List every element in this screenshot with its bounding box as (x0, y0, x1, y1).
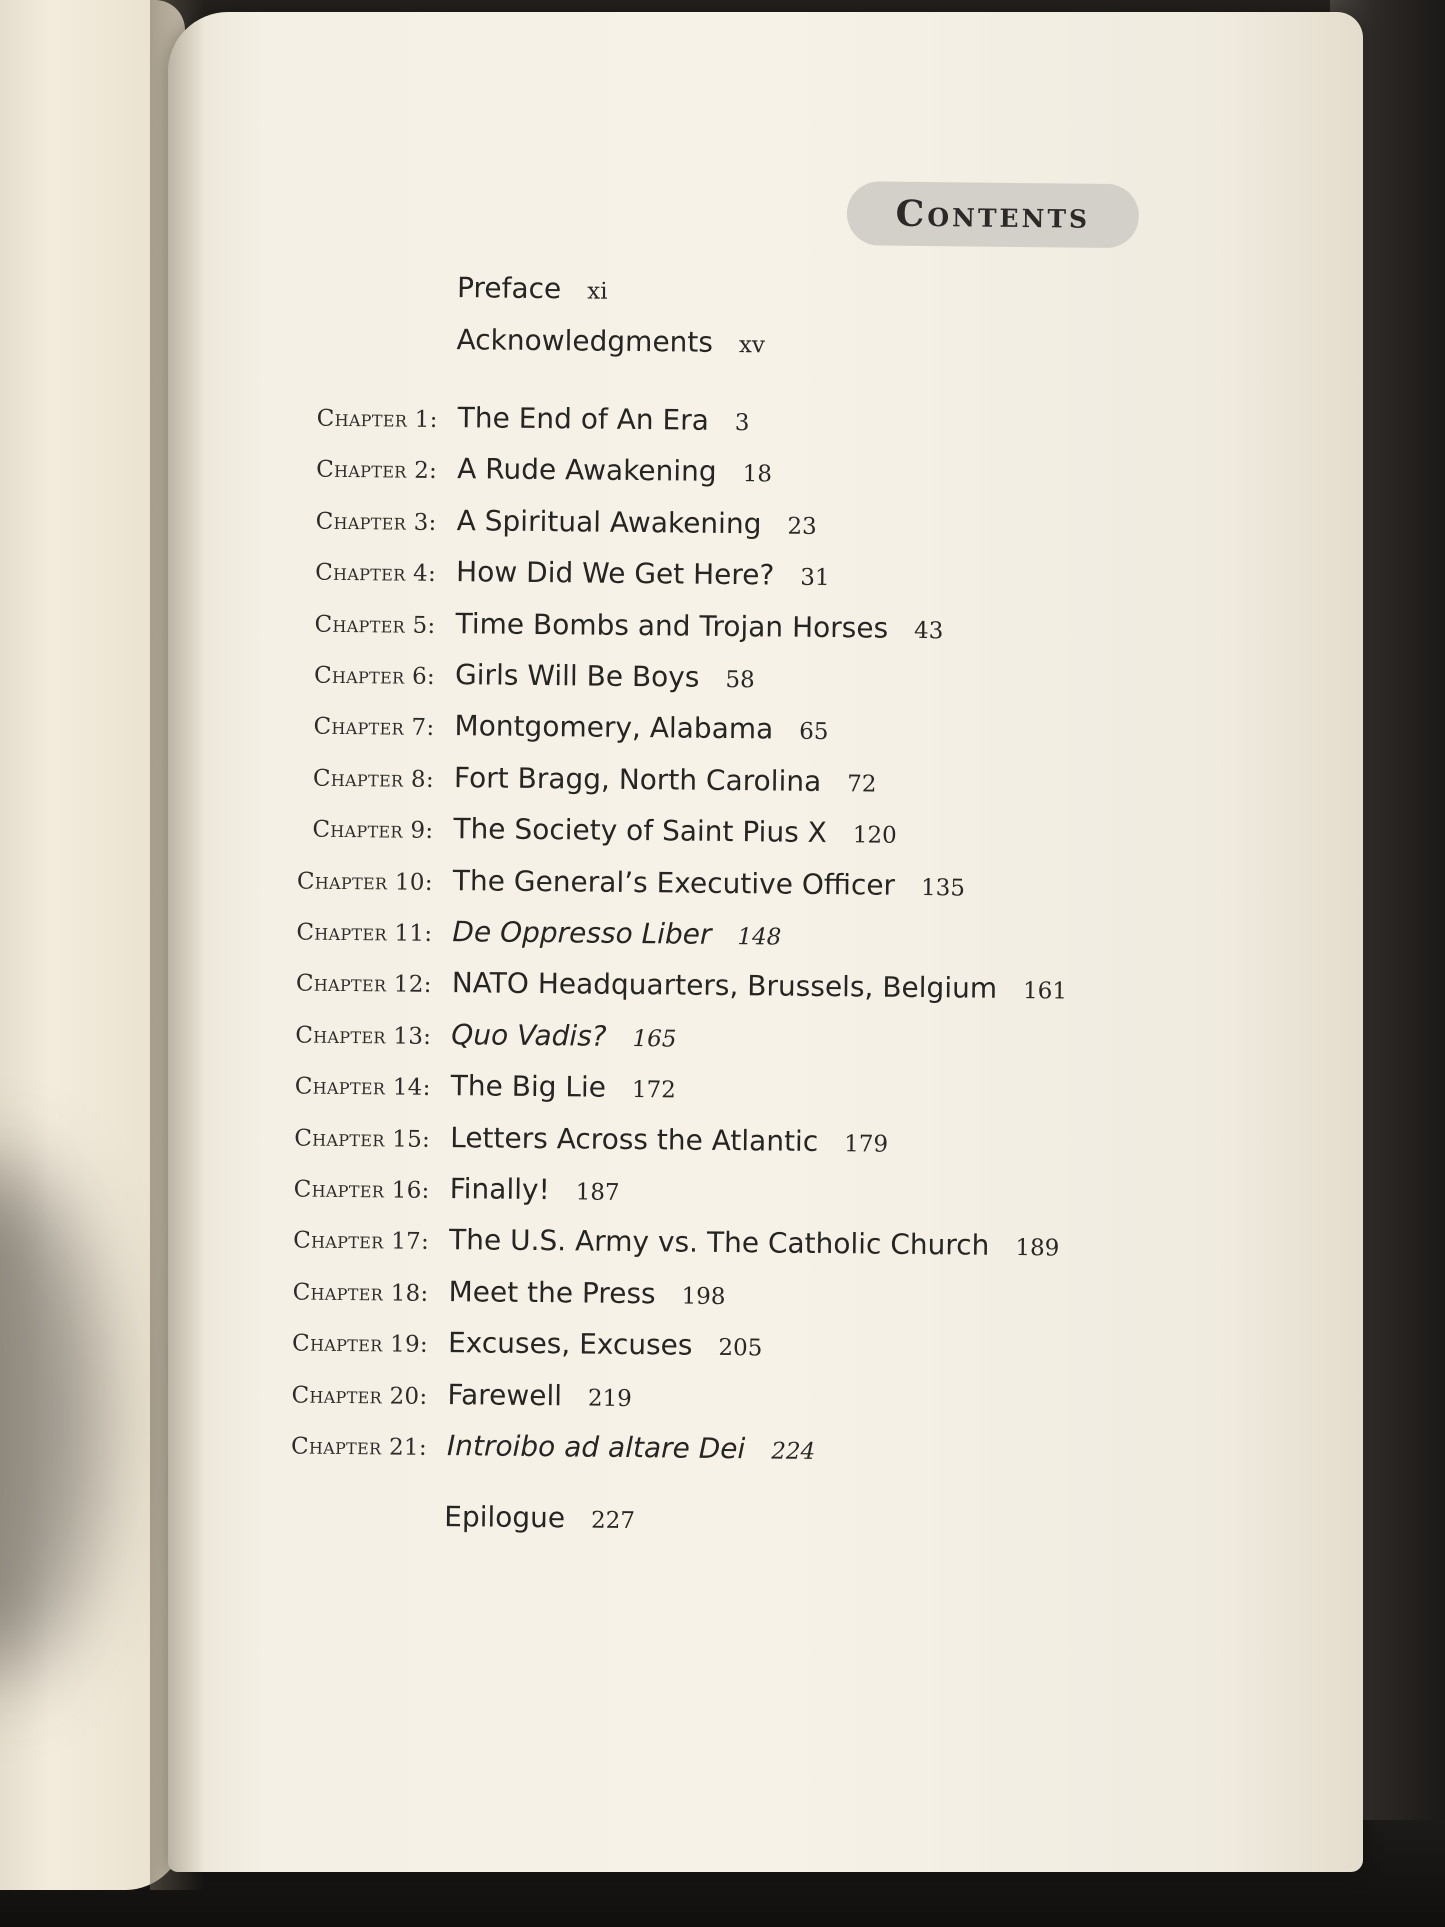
entry-title-line (451, 1069, 676, 1104)
entry-title-line (449, 1223, 1060, 1262)
entry-title: Epilogue (444, 1500, 566, 1535)
entry-title-line (456, 323, 765, 359)
entry-title: Acknowledgments (456, 323, 714, 359)
page-number: 161 (1022, 978, 1068, 1005)
entry-title-line (450, 1121, 888, 1159)
entry-title-line (452, 915, 781, 951)
page-number: xv (738, 332, 766, 359)
page-number: 135 (920, 874, 966, 902)
entry-title: A Rude Awakening (457, 452, 717, 489)
entry-title-line (449, 1172, 619, 1207)
entry-title-line (452, 967, 1068, 1006)
page-number: 65 (799, 719, 829, 746)
page-number: 18 (742, 461, 773, 488)
entry-title-line (458, 401, 750, 437)
entry-title: The Big Lie (450, 1069, 607, 1104)
entry-title-line (447, 1378, 632, 1413)
entry-title: Girls Will Be Boys (454, 658, 700, 694)
toc-chapter-entry (162, 1375, 1162, 1425)
page-title: Contents (847, 181, 1140, 248)
chapter-label: Chapter 18: (292, 1279, 429, 1307)
toc-chapter-entry (165, 1118, 1165, 1168)
chapter-label: Chapter 17: (293, 1227, 430, 1256)
chapter-label: Chapter 2: (316, 457, 438, 485)
toc-chapter-entry (168, 861, 1168, 911)
toc-chapter-entry (164, 1169, 1164, 1219)
chapter-label: Chapter 16: (293, 1176, 430, 1204)
chapter-label: Chapter 15: (294, 1125, 431, 1153)
toc-chapter-entry (164, 1221, 1164, 1271)
toc-chapter-entry (163, 1323, 1163, 1373)
page-number: xi (587, 278, 608, 305)
page-number: 187 (575, 1179, 620, 1206)
toc-chapter-entry (171, 552, 1171, 602)
entry-title: The General’s Executive Officer (452, 863, 896, 902)
chapter-label: Chapter 3: (315, 508, 437, 536)
chapter-label: Chapter 19: (291, 1330, 429, 1359)
entry-title: Time Bombs and Trojan Horses (455, 606, 889, 645)
toc-chapter-entry (170, 604, 1170, 654)
entry-title: Preface (456, 271, 562, 306)
page-number: 165 (632, 1025, 677, 1053)
entry-title-line (455, 607, 943, 645)
chapter-label: Chapter 12: (295, 970, 432, 999)
toc-chapter-entry (166, 1015, 1166, 1065)
entry-title-line (454, 761, 877, 798)
toc-entry (161, 1497, 1161, 1547)
page-number: 224 (771, 1438, 816, 1465)
entry-title: The Society of Saint Pius X (453, 812, 828, 850)
entry-title-line (456, 504, 816, 541)
entry-title-line (457, 271, 608, 306)
entry-title: De Oppresso Liber (452, 915, 712, 951)
chapter-label: Chapter 10: (296, 868, 434, 896)
toc-entry (174, 268, 1174, 318)
chapter-label: Chapter 21: (290, 1433, 428, 1461)
entry-title-line (453, 812, 897, 850)
entry-title-line (457, 453, 772, 489)
entry-title-line (455, 658, 755, 694)
page-number: 172 (631, 1077, 676, 1104)
toc-chapter-entry (162, 1426, 1162, 1476)
entry-title: NATO Headquarters, Brussels, Belgium (451, 966, 998, 1006)
entry-title-line (448, 1275, 725, 1311)
page-number: 120 (852, 822, 897, 849)
page-number: 3 (734, 410, 750, 437)
toc-chapter-entry (168, 809, 1168, 859)
toc-chapter-entry (170, 655, 1170, 705)
chapter-label: Chapter 6: (313, 662, 436, 690)
page-number: 189 (1015, 1235, 1060, 1262)
chapter-label: Chapter 4: (315, 559, 437, 588)
page-number: 23 (787, 513, 817, 540)
entry-title: How Did We Get Here? (455, 555, 775, 592)
entry-title: The U.S. Army vs. The Catholic Church (448, 1223, 990, 1263)
toc-chapter-entry (169, 758, 1169, 808)
page-number: 72 (847, 771, 877, 798)
chapter-label: Chapter 1: (316, 405, 438, 433)
entry-title: Letters Across the Atlantic (450, 1120, 819, 1158)
toc-chapter-entry (166, 1066, 1166, 1116)
entry-title-line (456, 555, 830, 592)
contents-body (158, 6, 1372, 1878)
entry-title-line (444, 1500, 635, 1535)
chapter-label: Chapter 13: (295, 1022, 432, 1050)
toc-entry (173, 320, 1173, 370)
toc-chapter-entry (171, 501, 1171, 551)
entry-title: The End of An Era (457, 401, 710, 437)
toc-chapter-entry (172, 450, 1172, 500)
entry-title-line (451, 1018, 677, 1053)
page-number: 205 (718, 1335, 763, 1362)
chapter-label: Chapter 9: (312, 816, 434, 845)
entry-title: Introibo ad altare Dei (446, 1429, 746, 1466)
chapter-label: Chapter 7: (313, 714, 435, 742)
entry-title: Finally! (449, 1172, 550, 1207)
toc-chapter-entry (167, 964, 1167, 1014)
entry-title: Quo Vadis? (451, 1017, 607, 1053)
page-number: 43 (913, 617, 944, 644)
entry-title-line (447, 1429, 816, 1466)
toc-chapter-entry (163, 1272, 1163, 1322)
page-number: 148 (737, 924, 782, 951)
entry-title: Montgomery, Alabama (454, 709, 774, 746)
page-number: 219 (587, 1385, 633, 1412)
contents-page (168, 12, 1363, 1872)
chapter-label: Chapter 11: (296, 919, 433, 947)
chapter-label: Chapter 20: (291, 1382, 428, 1410)
page-number: 198 (681, 1283, 726, 1310)
entry-title: A Spiritual Awakening (456, 503, 762, 541)
entry-title-line (448, 1326, 763, 1362)
toc-chapter-entry (173, 398, 1173, 448)
entry-title: Meet the Press (448, 1274, 656, 1311)
page-number: 31 (800, 564, 830, 592)
page-number: 179 (844, 1130, 889, 1158)
entry-title: Farewell (447, 1377, 563, 1412)
entry-title-line (454, 710, 828, 747)
chapter-label: Chapter 8: (312, 765, 435, 793)
chapter-label: Chapter 14: (294, 1073, 431, 1102)
page-number: 227 (590, 1507, 636, 1535)
chapter-label: Chapter 5: (314, 611, 436, 639)
page-gutter (150, 0, 205, 1890)
entry-title: Excuses, Excuses (447, 1326, 693, 1362)
entry-title: Fort Bragg, North Carolina (453, 760, 822, 798)
page-number: 58 (725, 666, 755, 694)
toc-chapter-entry (169, 707, 1169, 757)
entry-title-line (453, 864, 965, 902)
toc-chapter-entry (167, 912, 1167, 962)
